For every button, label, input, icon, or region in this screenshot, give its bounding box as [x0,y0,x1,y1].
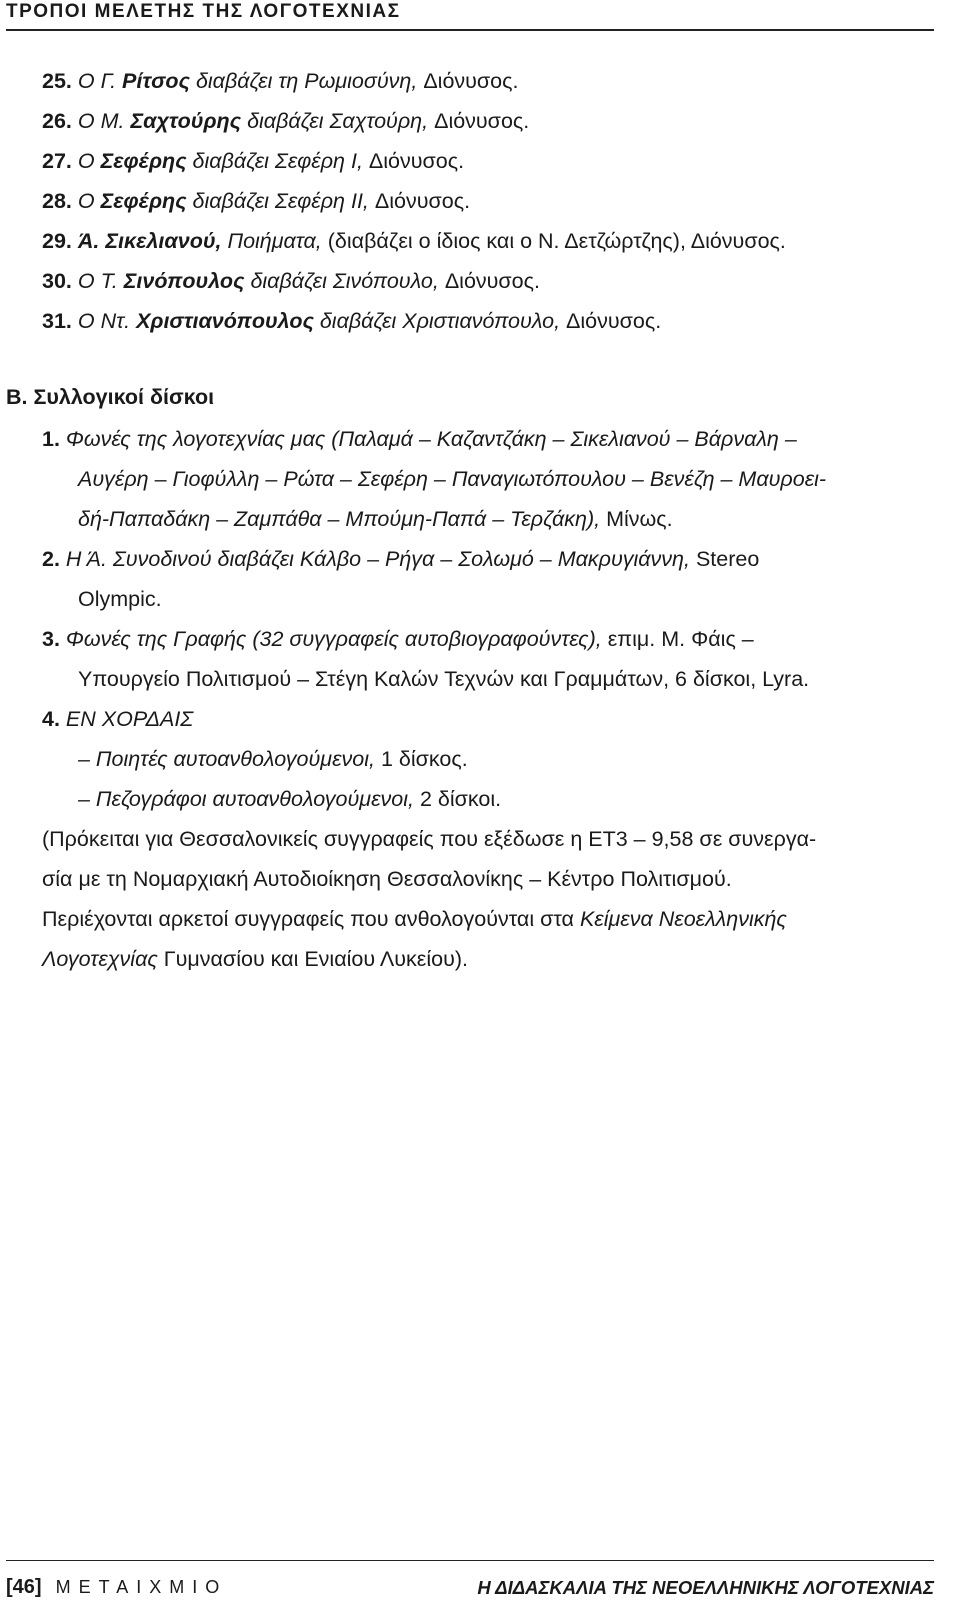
item-number: 29. [42,229,72,253]
footer-left [6,1574,227,1600]
series-title: Η ΔΙΔΑΣΚΑΛΙΑ ΤΗΣ ΝΕΟΕΛΛΗΝΙΚΗΣ ΛΟΓΟΤΕΧΝΙΑΣ [477,1577,934,1598]
item-text: – Πεζογράφοι αυτοανθολογούμενοι, [78,787,414,811]
page-number: [46] [6,1576,42,1598]
item-text: διαβάζει Χριστιανόπουλο, [313,309,567,333]
item-number: 3. [42,627,60,651]
note-book-title: Κείμενα Νεοελληνικής [579,907,787,931]
item-prefix: Ο Τ. [77,269,124,293]
footer-rule [6,1560,934,1561]
item-number: 31. [42,309,72,333]
item-text: Φωνές της Γραφής (32 συγγραφείς αυτοβιογραφούντες), [65,627,602,651]
sub-item [78,784,501,814]
note-line: (Πρόκειται για Θεσσαλονικείς συγγραφείς που εξέδωσε η ΕΤ3 – 9,58 σε συνεργα- [42,827,817,851]
section-title: Β. Συλλογικοί δίσκοι [6,385,215,409]
item-prefix: Ο Ντ. [77,309,137,333]
item-label: 2 δίσκοι. [414,787,502,811]
note-line [42,944,468,974]
item-number: 1. [42,427,60,451]
note-line [42,904,787,934]
item-text-continued: Olympic. [78,587,162,611]
item-label: (διαβάζει ο ίδιος και ο Ν. Δετζώρτζης), Διόνυσος. [327,229,786,253]
item-text-continued [78,504,673,534]
author-name: Ά. Σικελιανού, [77,229,222,253]
list-item [42,544,759,574]
item-text: διαβάζει Σινόπουλο, [244,269,445,293]
author-name: Χριστιανόπουλος [136,309,314,333]
item-number: 27. [42,149,72,173]
author-name: Σινόπουλος [123,269,245,293]
item-number: 25. [42,69,72,93]
list-item [42,106,529,136]
header-rule [6,29,934,31]
item-prefix: Ο [77,149,101,173]
list-item [42,306,661,336]
item-prefix: Ο [77,189,101,213]
item-label: Μίνως. [600,507,673,531]
note-text: Περιέχονται αρκετοί συγγραφείς που ανθολογούνται στα [42,907,580,931]
item-text: διαβάζει Σεφέρη Ι, [186,149,369,173]
item-label: Διόνυσος. [434,109,530,133]
note-book-title: Λογοτεχνίας [42,947,158,971]
item-text: Ποιήματα, [221,229,328,253]
list-item [42,146,464,176]
note-line: σία με τη Νομαρχιακή Αυτοδιοίκηση Θεσσαλονίκης – Κέντρο Πολιτισμού. [42,867,732,891]
item-number: 26. [42,109,72,133]
author-name: Σεφέρης [100,149,187,173]
running-header: ΤΡΟΠΟΙ ΜΕΛΕΤΗΣ ΤΗΣ ΛΟΓΟΤΕΧΝΙΑΣ [6,1,401,22]
list-item [42,226,786,256]
sub-item [78,744,468,774]
list-item [42,624,754,654]
item-label: 1 δίσκος. [375,747,468,771]
list-item [42,186,470,216]
item-label: Διόνυσος. [368,149,465,173]
item-text: διαβάζει τη Ρωμιοσύνη, [189,69,424,93]
magazine-name: ΜΕΤΑΙΧΜΙΟ [55,1577,228,1597]
item-label: Διόνυσος. [374,189,471,213]
item-label: Διόνυσος. [566,309,662,333]
item-number: 4. [42,707,60,731]
item-text: διαβάζει Σεφέρη ΙΙ, [186,189,375,213]
item-text: Η Ά. Συνοδινού διαβάζει Κάλβο – Ρήγα – Σολωμό – Μακρυγιάννη, [65,547,690,571]
author-name: Σεφέρης [100,189,187,213]
author-name: Ρίτσος [122,69,190,93]
item-prefix: Ο Γ. [77,69,123,93]
item-label: Stereo [689,547,760,571]
item-label: Διόνυσος. [444,269,540,293]
item-text-continued: Υπουργείο Πολιτισμού – Στέγη Καλών Τεχνών και Γραμμάτων, 6 δίσκοι, Lyra. [78,667,810,691]
item-number: 28. [42,189,72,213]
item-number: 30. [42,269,72,293]
item-text: – Ποιητές αυτοανθολογούμενοι, [78,747,375,771]
item-title: ΕΝ ΧΟΡΔΑΙΣ [65,707,194,731]
item-text: δή-Παπαδάκη – Ζαμπάθα – Μπούμη-Παπά – Τερζάκη), [78,507,601,531]
item-text-continued: Αυγέρη – Γιοφύλλη – Ρώτα – Σεφέρη – Παναγιωτόπουλου – Βενέζη – Μαυροει- [78,467,827,491]
item-label: Διόνυσος. [423,69,519,93]
item-prefix: Ο Μ. [77,109,131,133]
item-text: Φωνές της λογοτεχνίας μας (Παλαμά – Καζαντζάκη – Σικελιανού – Βάρναλη – [65,427,797,451]
item-number: 2. [42,547,60,571]
list-item [42,424,797,454]
list-item [42,66,518,96]
list-item [42,266,540,296]
item-text: διαβάζει Σαχτούρη, [241,109,435,133]
item-label: επιμ. Μ. Φάις – [601,627,754,651]
author-name: Σαχτούρης [130,109,242,133]
note-text: Γυμνασίου και Ενιαίου Λυκείου). [157,947,468,971]
list-item [42,704,193,734]
